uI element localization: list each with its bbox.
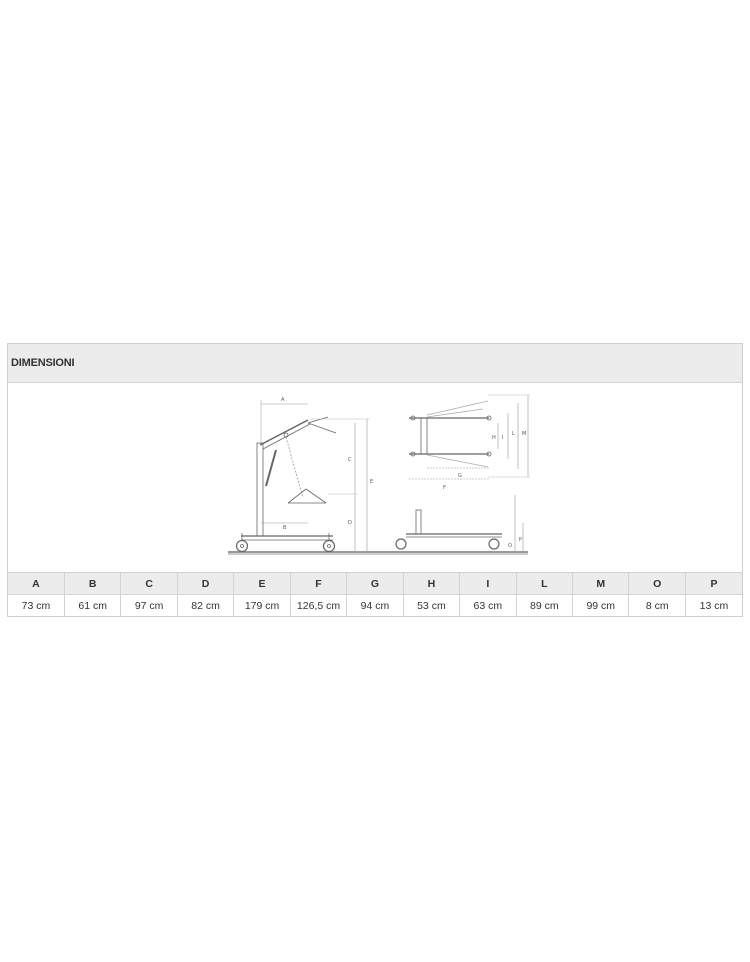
- label-m: M: [522, 431, 527, 437]
- label-i: I: [502, 435, 504, 441]
- label-p: P: [519, 537, 523, 543]
- label-l: L: [512, 431, 515, 437]
- header-p: P: [685, 573, 742, 595]
- front-view: [388, 495, 528, 554]
- value-h: 53 cm: [403, 595, 459, 617]
- side-view: [228, 397, 388, 554]
- label-e: E: [370, 479, 374, 485]
- lift-diagram: [8, 383, 742, 572]
- panel-header: [8, 344, 742, 383]
- header-o: O: [629, 573, 685, 595]
- label-o: O: [508, 543, 512, 549]
- table-row: [8, 595, 742, 617]
- header-i: I: [460, 573, 516, 595]
- label-c: C: [348, 457, 352, 463]
- header-l: L: [516, 573, 572, 595]
- value-g: 94 cm: [347, 595, 403, 617]
- label-b: B: [283, 525, 287, 531]
- value-f: 126,5 cm: [290, 595, 346, 617]
- label-g: G: [458, 473, 462, 479]
- value-d: 82 cm: [177, 595, 233, 617]
- header-d: D: [177, 573, 233, 595]
- value-p: 13 cm: [685, 595, 742, 617]
- value-o: 8 cm: [629, 595, 685, 617]
- value-e: 179 cm: [234, 595, 290, 617]
- header-c: C: [121, 573, 177, 595]
- technical-drawing: [8, 383, 742, 573]
- table-header-row: [8, 573, 742, 595]
- value-c: 97 cm: [121, 595, 177, 617]
- dimensions-table: [8, 573, 742, 616]
- label-f: F: [443, 485, 446, 491]
- header-g: G: [347, 573, 403, 595]
- value-l: 89 cm: [516, 595, 572, 617]
- panel-title: DIMENSIONI: [11, 357, 75, 369]
- value-b: 61 cm: [64, 595, 120, 617]
- header-e: E: [234, 573, 290, 595]
- header-b: B: [64, 573, 120, 595]
- label-a: A: [281, 397, 285, 403]
- dimensions-panel: [7, 343, 743, 617]
- value-m: 99 cm: [573, 595, 629, 617]
- header-f: F: [290, 573, 346, 595]
- value-a: 73 cm: [8, 595, 64, 617]
- header-a: A: [8, 573, 64, 595]
- header-m: M: [573, 573, 629, 595]
- label-d: D: [348, 520, 352, 526]
- header-h: H: [403, 573, 459, 595]
- label-h: H: [492, 435, 496, 441]
- top-view: [409, 395, 530, 491]
- value-i: 63 cm: [460, 595, 516, 617]
